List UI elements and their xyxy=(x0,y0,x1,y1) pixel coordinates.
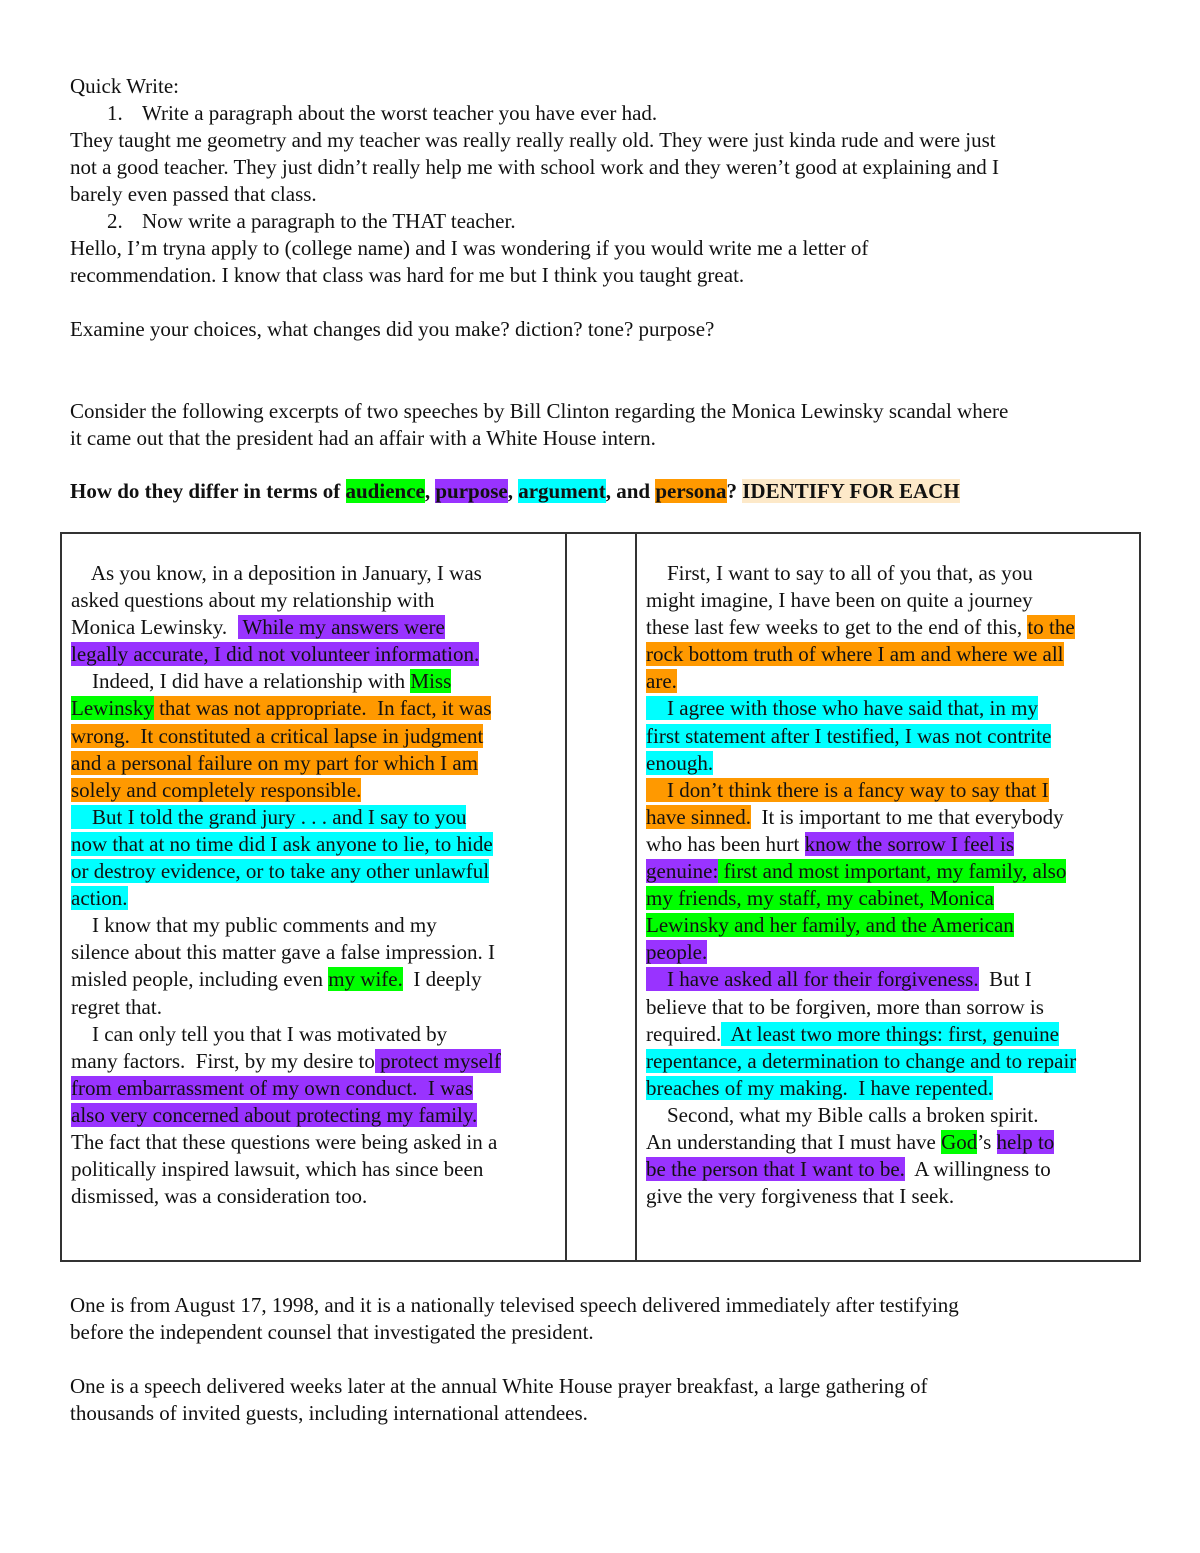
speech-line xyxy=(71,858,561,885)
persona-highlight: and a personal failure on my part for which I am xyxy=(71,750,479,775)
question-1-text: Write a paragraph about the worst teacher you have ever had. xyxy=(142,101,658,125)
speech-line xyxy=(646,858,1136,885)
question-separator: , xyxy=(507,479,519,503)
speech-text: But I xyxy=(978,967,1032,992)
quick-write-heading: Quick Write: xyxy=(70,74,179,98)
speech-line xyxy=(71,1048,561,1075)
answer-1-line: They taught me geometry and my teacher was really really really old. They were just kinda rude and were just xyxy=(70,128,996,152)
speech-line xyxy=(646,1048,1136,1075)
speech-text: A willingness to xyxy=(904,1157,1051,1182)
persona-highlight: that was not appropriate. In fact, it was xyxy=(153,696,492,721)
audience-highlight: my wife. xyxy=(328,967,403,992)
speech-text: ’s xyxy=(977,1129,997,1154)
persona-highlight: are. xyxy=(646,669,677,694)
argument-highlight: But I told the grand jury . . . and I say to you xyxy=(71,804,467,829)
persona-highlight: rock bottom truth of where I am and where we all xyxy=(646,642,1064,667)
argument-highlight: or destroy evidence, or to take any other unlawful xyxy=(71,859,490,884)
speech-line xyxy=(646,1102,1136,1129)
speech-line xyxy=(71,1156,561,1183)
speech-text: silence about this matter gave a false impression. I xyxy=(71,940,495,965)
argument-highlight: repentance, a determination to change and to repair xyxy=(646,1048,1077,1073)
argument-highlight: I agree with those who have said that, in my xyxy=(646,696,1038,721)
purpose-highlight: genuine: xyxy=(646,859,719,884)
speech-line xyxy=(71,804,561,831)
question-separator: , and xyxy=(605,479,656,503)
intro-line: Consider the following excerpts of two speeches by Bill Clinton regarding the Monica Lewinsky scandal where xyxy=(70,399,1009,423)
purpose-highlight: help to xyxy=(996,1129,1055,1154)
speech-text: required. xyxy=(646,1021,722,1046)
persona-highlight: have sinned. xyxy=(646,804,751,829)
intro-line: it came out that the president had an affair with a White House intern. xyxy=(70,426,656,450)
purpose-highlight: legally accurate, I did not volunteer information. xyxy=(71,642,480,667)
speech-line xyxy=(646,1021,1136,1048)
speech-line xyxy=(646,750,1136,777)
table-divider xyxy=(565,532,567,1262)
speech-text: regret that. xyxy=(71,994,162,1019)
speech-text: these last few weeks to get to the end of this, xyxy=(646,615,1028,640)
speech-line xyxy=(71,641,561,668)
speech-text: An understanding that I must have xyxy=(646,1129,942,1154)
legend-audience: audience xyxy=(345,479,425,503)
purpose-highlight: know the sorrow I feel is xyxy=(804,831,1015,856)
speech-line xyxy=(71,614,561,641)
question-separator: , xyxy=(424,479,436,503)
purpose-highlight: be the person that I want to be. xyxy=(646,1157,905,1182)
speech-text: I deeply xyxy=(402,967,482,992)
audience-highlight: God xyxy=(941,1129,978,1154)
speech-line xyxy=(646,994,1136,1021)
speech-line xyxy=(71,587,561,614)
speech-line xyxy=(646,1183,1136,1210)
left-speech-column xyxy=(71,560,561,1210)
legend-persona: persona xyxy=(655,479,727,503)
speech-text: who has been hurt xyxy=(646,831,805,856)
speech-text: asked questions about my relationship with xyxy=(71,588,435,613)
speech-line xyxy=(646,695,1136,722)
persona-highlight: to the xyxy=(1027,615,1075,640)
audience-highlight: Miss xyxy=(410,669,452,694)
speech-line xyxy=(71,1183,561,1210)
right-speech-column xyxy=(646,560,1136,1210)
argument-highlight: breaches of my making. I have repented. xyxy=(646,1075,993,1100)
speech-line xyxy=(71,777,561,804)
question-2-number: 2. xyxy=(107,209,123,233)
purpose-highlight: also very concerned about protecting my family. xyxy=(71,1102,478,1127)
answer-1-line: not a good teacher. They just didn’t really help me with school work and they weren’t good at explaining and I xyxy=(70,155,1000,179)
speech-line xyxy=(71,966,561,993)
speech-line xyxy=(71,750,561,777)
speech-line xyxy=(71,885,561,912)
purpose-highlight: I have asked all for their forgiveness. xyxy=(646,967,979,992)
purpose-highlight: people. xyxy=(646,940,708,965)
audience-highlight: my friends, my staff, my cabinet, Monica xyxy=(646,886,994,911)
speech-text: give the very forgiveness that I seek. xyxy=(646,1184,955,1209)
speech-line xyxy=(646,831,1136,858)
audience-highlight: Lewinsky and her family, and the American xyxy=(646,913,1014,938)
context-2-line: One is a speech delivered weeks later at the annual White House prayer breakfast, a large gathering of xyxy=(70,1374,928,1398)
speech-text: The fact that these questions were being asked in a xyxy=(71,1129,498,1154)
speech-line xyxy=(646,939,1136,966)
persona-highlight: wrong. It constituted a critical lapse in judgment xyxy=(71,723,484,748)
speech-text: First, I want to say to all of you that, as you xyxy=(646,561,1033,585)
speech-line xyxy=(646,560,1136,587)
speech-line xyxy=(646,587,1136,614)
question-2-text: Now write a paragraph to the THAT teacher. xyxy=(142,209,516,233)
speech-text: politically inspired lawsuit, which has since been xyxy=(71,1157,484,1182)
examine-prompt: Examine your choices, what changes did you make? diction? tone? purpose? xyxy=(70,317,715,341)
speech-line xyxy=(646,614,1136,641)
audience-highlight: Lewinsky xyxy=(71,696,154,721)
context-1-line: before the independent counsel that investigated the president. xyxy=(70,1320,594,1344)
speech-line xyxy=(71,1102,561,1129)
speech-text: might imagine, I have been on quite a journey xyxy=(646,588,1033,613)
speech-line xyxy=(646,885,1136,912)
speech-line xyxy=(71,1021,561,1048)
speech-line xyxy=(71,939,561,966)
speech-line xyxy=(71,695,561,722)
speech-line xyxy=(646,723,1136,750)
speech-line xyxy=(646,1156,1136,1183)
speech-line xyxy=(646,1075,1136,1102)
speech-line xyxy=(71,994,561,1021)
table-divider xyxy=(635,532,637,1262)
analysis-question xyxy=(70,478,960,505)
question-mark: ? xyxy=(726,479,743,503)
speech-text: many factors. First, by my desire to xyxy=(71,1048,375,1073)
purpose-highlight: While my answers were xyxy=(237,615,445,640)
argument-highlight: action. xyxy=(71,886,128,911)
answer-2-line: Hello, I’m tryna apply to (college name) and I was wondering if you would write me a letter of xyxy=(70,236,869,260)
speech-line xyxy=(71,723,561,750)
speech-text: Indeed, I did have a relationship with xyxy=(71,669,411,694)
context-2-line: thousands of invited guests, including international attendees. xyxy=(70,1401,588,1425)
purpose-highlight: from embarrassment of my own conduct. I was xyxy=(71,1075,473,1100)
speech-line xyxy=(646,668,1136,695)
speech-line xyxy=(646,1129,1136,1156)
argument-highlight: enough. xyxy=(646,750,714,775)
argument-highlight: At least two more things: first, genuine xyxy=(721,1021,1059,1046)
persona-highlight: solely and completely responsible. xyxy=(71,777,362,802)
purpose-highlight: protect myself xyxy=(374,1048,501,1073)
speech-text: dismissed, was a consideration too. xyxy=(71,1184,368,1209)
speech-line xyxy=(71,560,561,587)
speech-line xyxy=(646,641,1136,668)
argument-highlight: now that at no time did I ask anyone to lie, to hide xyxy=(71,831,493,856)
legend-argument: argument xyxy=(518,479,606,503)
speech-text: Second, what my Bible calls a broken spirit. xyxy=(646,1102,1039,1127)
legend-purpose: purpose xyxy=(435,479,508,503)
question-1-number: 1. xyxy=(107,101,123,125)
speech-line xyxy=(71,912,561,939)
context-1-line: One is from August 17, 1998, and it is a nationally televised speech delivered immediately after testifying xyxy=(70,1293,959,1317)
audience-highlight: first and most important, my family, also xyxy=(718,859,1067,884)
answer-2-line: recommendation. I know that class was hard for me but I think you taught great. xyxy=(70,263,745,287)
speech-line xyxy=(646,777,1136,804)
speech-line xyxy=(71,1075,561,1102)
speech-text: It is important to me that everybody xyxy=(750,804,1064,829)
argument-highlight: first statement after I testified, I was not contrite xyxy=(646,723,1052,748)
question-prefix: How do they differ in terms of xyxy=(70,479,346,503)
speech-line xyxy=(71,668,561,695)
speech-text: I can only tell you that I was motivated by xyxy=(71,1021,448,1046)
speech-line xyxy=(71,831,561,858)
speech-line xyxy=(646,966,1136,993)
speech-line xyxy=(646,912,1136,939)
identify-instruction: IDENTIFY FOR EACH xyxy=(742,479,960,503)
answer-1-line: barely even passed that class. xyxy=(70,182,317,206)
speech-text: As you know, in a deposition in January, I was xyxy=(71,561,482,585)
speech-line xyxy=(71,1129,561,1156)
persona-highlight: I don’t think there is a fancy way to say that I xyxy=(646,777,1049,802)
speech-text: Monica Lewinsky. xyxy=(71,615,238,640)
speech-text: believe that to be forgiven, more than sorrow is xyxy=(646,994,1044,1019)
speech-text: I know that my public comments and my xyxy=(71,913,437,938)
speech-line xyxy=(646,804,1136,831)
speech-text: misled people, including even xyxy=(71,967,329,992)
